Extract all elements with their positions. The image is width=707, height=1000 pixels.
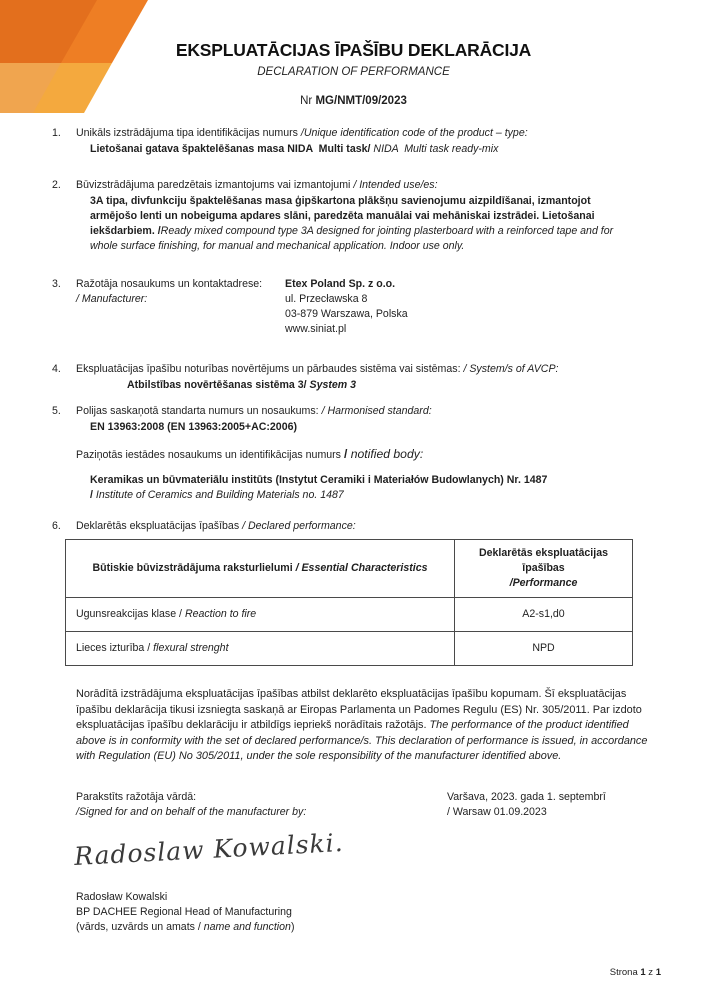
page-title: EKSPLUATĀCIJAS ĪPAŠĪBU DEKLARĀCIJA bbox=[175, 40, 532, 60]
notified-body-label-en: notified body: bbox=[350, 447, 424, 462]
section-1-label-en: /Unique identification code of the product – type: bbox=[300, 127, 528, 139]
function-note-en: name and function bbox=[203, 920, 291, 933]
section-4-label-lv: Ekspluatācijas īpašību noturības novērtējums un pārbaudes sistēma vai sistēmas: bbox=[76, 363, 464, 376]
section-6-label-en: / Declared performance: bbox=[242, 519, 356, 532]
section-4-avcp bbox=[52, 362, 662, 393]
section-1-value-en: NIDA Multi task ready-mix bbox=[370, 143, 499, 156]
characteristic-en: Reaction to fire bbox=[184, 607, 257, 620]
section-4-number: 4. bbox=[52, 363, 61, 376]
section-1-product-id bbox=[52, 126, 662, 157]
section-2-value-lv: 3A tipa, divfunkciju špaktelēšanas masa ģipškartona plākšņu savienojumu aizpildīšanai, izmantojot armējošo lenti un nobeiguma apdares slāni, paredzēta manuālai vai mehāniskai izstrādei. Lietošanai iekšdarbiem. / bbox=[90, 195, 595, 238]
section-2-intended-use bbox=[52, 178, 662, 254]
section-4-value-en: System 3 bbox=[306, 379, 357, 392]
manufacturer-street: ul. Przecławska 8 bbox=[285, 293, 368, 306]
section-2-value-en: Ready mixed compound type 3A designed for jointing plasterboard with a reinforced tape and for whole surface finishing, for manual and mechanical application. Indoor use only. bbox=[90, 225, 614, 253]
signatory-details bbox=[76, 890, 662, 935]
section-6-label bbox=[76, 519, 662, 534]
signatory-function-note bbox=[76, 920, 662, 935]
declaration-number bbox=[0, 95, 707, 107]
characteristic-lv: Lieces izturība / bbox=[76, 642, 154, 655]
page-number-label: Strona bbox=[609, 967, 641, 978]
performance-table bbox=[65, 539, 633, 666]
place-date-en: / Warsaw 01.09.2023 bbox=[447, 806, 547, 819]
conformity-statement-en: The performance of the product identified above is in conformity with the set of declared performance/s. This declaration of performance is issued, in accordance with Regulation (EU) No 305/2011, under the sole responsibility of the manufacturer identified above. bbox=[76, 719, 648, 763]
section-3-label-en: / Manufacturer: bbox=[76, 293, 148, 306]
section-1-label-lv: Unikāls izstrādājuma tipa identifikācijas numurs bbox=[76, 127, 301, 139]
page-subtitle: DECLARATION OF PERFORMANCE bbox=[257, 66, 450, 78]
section-2-label-lv: Būvizstrādājuma paredzētais izmantojums vai izmantojumi bbox=[76, 179, 354, 192]
manufacturer-address bbox=[285, 277, 662, 337]
document-body bbox=[52, 126, 662, 935]
signed-by-label-en: /Signed for and on behalf of the manufacturer by: bbox=[76, 806, 307, 819]
table-cell-characteristic bbox=[66, 597, 455, 631]
table-header-performance bbox=[455, 539, 633, 597]
section-2-label-en: / Intended use/es: bbox=[353, 179, 438, 192]
section-6-number: 6. bbox=[52, 519, 61, 532]
table-row bbox=[66, 632, 633, 666]
section-4-value bbox=[127, 378, 662, 393]
section-5-label-en: / Harmonised standard: bbox=[321, 405, 432, 418]
section-2-label bbox=[76, 178, 662, 193]
table-header-row bbox=[66, 539, 633, 597]
section-3-number: 3. bbox=[52, 278, 61, 291]
section-2-value bbox=[90, 194, 630, 254]
section-3-manufacturer bbox=[52, 277, 662, 337]
page-number-current: 1 bbox=[640, 967, 646, 978]
section-4-label-en: / System/s of AVCP: bbox=[463, 363, 559, 376]
notified-body-name-lv: Keramikas un būvmateriālu institūts (Instytut Ceramiki i Materiałów Budowlanych) Nr. 1487 bbox=[90, 473, 548, 486]
document-header bbox=[0, 0, 707, 107]
notified-body-slash: / bbox=[343, 447, 351, 462]
declaration-number-value: MG/NMT/09/2023 bbox=[315, 95, 407, 107]
table-header-characteristics bbox=[66, 539, 455, 597]
section-6-label-lv: Deklarētās ekspluatācijas īpašības bbox=[76, 519, 243, 532]
place-and-date bbox=[447, 790, 647, 820]
section-5-number: 5. bbox=[52, 405, 61, 418]
page-number-total: 1 bbox=[655, 967, 661, 978]
section-1-value bbox=[90, 142, 662, 157]
notified-body-label bbox=[76, 446, 662, 463]
section-1-label bbox=[76, 126, 662, 141]
signatory-name: Radosław Kowalski bbox=[76, 890, 168, 903]
section-1-value-lv: Lietošanai gatava špaktelēšanas masa NIDA Multi task/ bbox=[90, 143, 371, 156]
handwritten-signature: Radoslaw Kowalski. bbox=[73, 828, 345, 872]
manufacturer-city: 03-879 Warszawa, Polska bbox=[285, 308, 408, 321]
table-header-characteristics-lv: Būtiskie būvizstrādājuma raksturlielumi bbox=[92, 561, 293, 574]
conformity-statement-lv: Norādītā izstrādājuma ekspluatācijas īpašības atbilst deklarēto ekspluatācijas īpašību kopumam. Šī ekspluatācijas īpašību deklarācija tikusi izsniegta saskaņā ar Eiropas Parlamenta un Padomes Regulu (ES) Nr. 305/2011. Par izdoto ekspluatācijas īpašību deklarāciju ir atbildīgs iepriekš norādītais ražotājs. bbox=[76, 688, 642, 732]
signature-section bbox=[52, 790, 662, 820]
signed-by-label bbox=[76, 790, 447, 820]
notified-body-label-lv: Paziņotās iestādes nosaukums un identifikācijas numurs bbox=[76, 449, 344, 462]
section-3-label-lv: Ražotāja nosaukums un kontaktadrese: bbox=[76, 278, 263, 291]
characteristic-en: flexural strenght bbox=[153, 642, 229, 655]
table-header-performance-en: /Performance bbox=[509, 576, 578, 589]
function-note-close: ) bbox=[290, 920, 295, 933]
notified-body-name-en: Institute of Ceramics and Building Materials no. 1487 bbox=[95, 488, 344, 501]
section-4-value-lv: Atbilstības novērtēšanas sistēma 3/ bbox=[127, 379, 307, 392]
section-5-standard bbox=[52, 404, 662, 502]
table-header-performance-lv: Deklarētās ekspluatācijas īpašības bbox=[479, 546, 608, 574]
place-date-lv: Varšava, 2023. gada 1. septembrī bbox=[447, 791, 606, 804]
section-2-number: 2. bbox=[52, 179, 61, 192]
declaration-number-label: Nr bbox=[300, 95, 316, 107]
section-6-declared-performance bbox=[52, 519, 662, 534]
section-5-label-lv: Polijas saskaņotā standarta numurs un nosaukums: bbox=[76, 405, 322, 418]
section-4-label bbox=[76, 362, 662, 377]
harmonised-standard-value: EN 13963:2008 (EN 13963:2005+AC:2006) bbox=[90, 421, 298, 434]
conformity-statement bbox=[76, 687, 658, 765]
characteristic-lv: Ugunsreakcijas klase / bbox=[76, 607, 185, 620]
notified-body-name-slash: / bbox=[90, 488, 96, 501]
notified-body-value bbox=[90, 473, 630, 503]
table-header-characteristics-en: / Essential Characteristics bbox=[292, 561, 428, 574]
page-number bbox=[610, 967, 661, 978]
signatory-role: BP DACHEE Regional Head of Manufacturing bbox=[76, 905, 292, 918]
table-row bbox=[66, 597, 633, 631]
table-cell-value: A2-s1,d0 bbox=[455, 597, 633, 631]
table-cell-characteristic bbox=[66, 632, 455, 666]
section-3-label bbox=[76, 277, 285, 337]
page-number-separator: z bbox=[645, 967, 656, 978]
manufacturer-name: Etex Poland Sp. z o.o. bbox=[285, 278, 396, 291]
signed-by-label-lv: Parakstīts ražotāja vārdā: bbox=[76, 791, 197, 804]
manufacturer-website: www.siniat.pl bbox=[285, 323, 347, 336]
section-1-number: 1. bbox=[52, 127, 61, 139]
function-note-lv: (vārds, uzvārds un amats / bbox=[76, 920, 204, 933]
table-cell-value: NPD bbox=[455, 632, 633, 666]
section-5-label bbox=[76, 404, 662, 419]
